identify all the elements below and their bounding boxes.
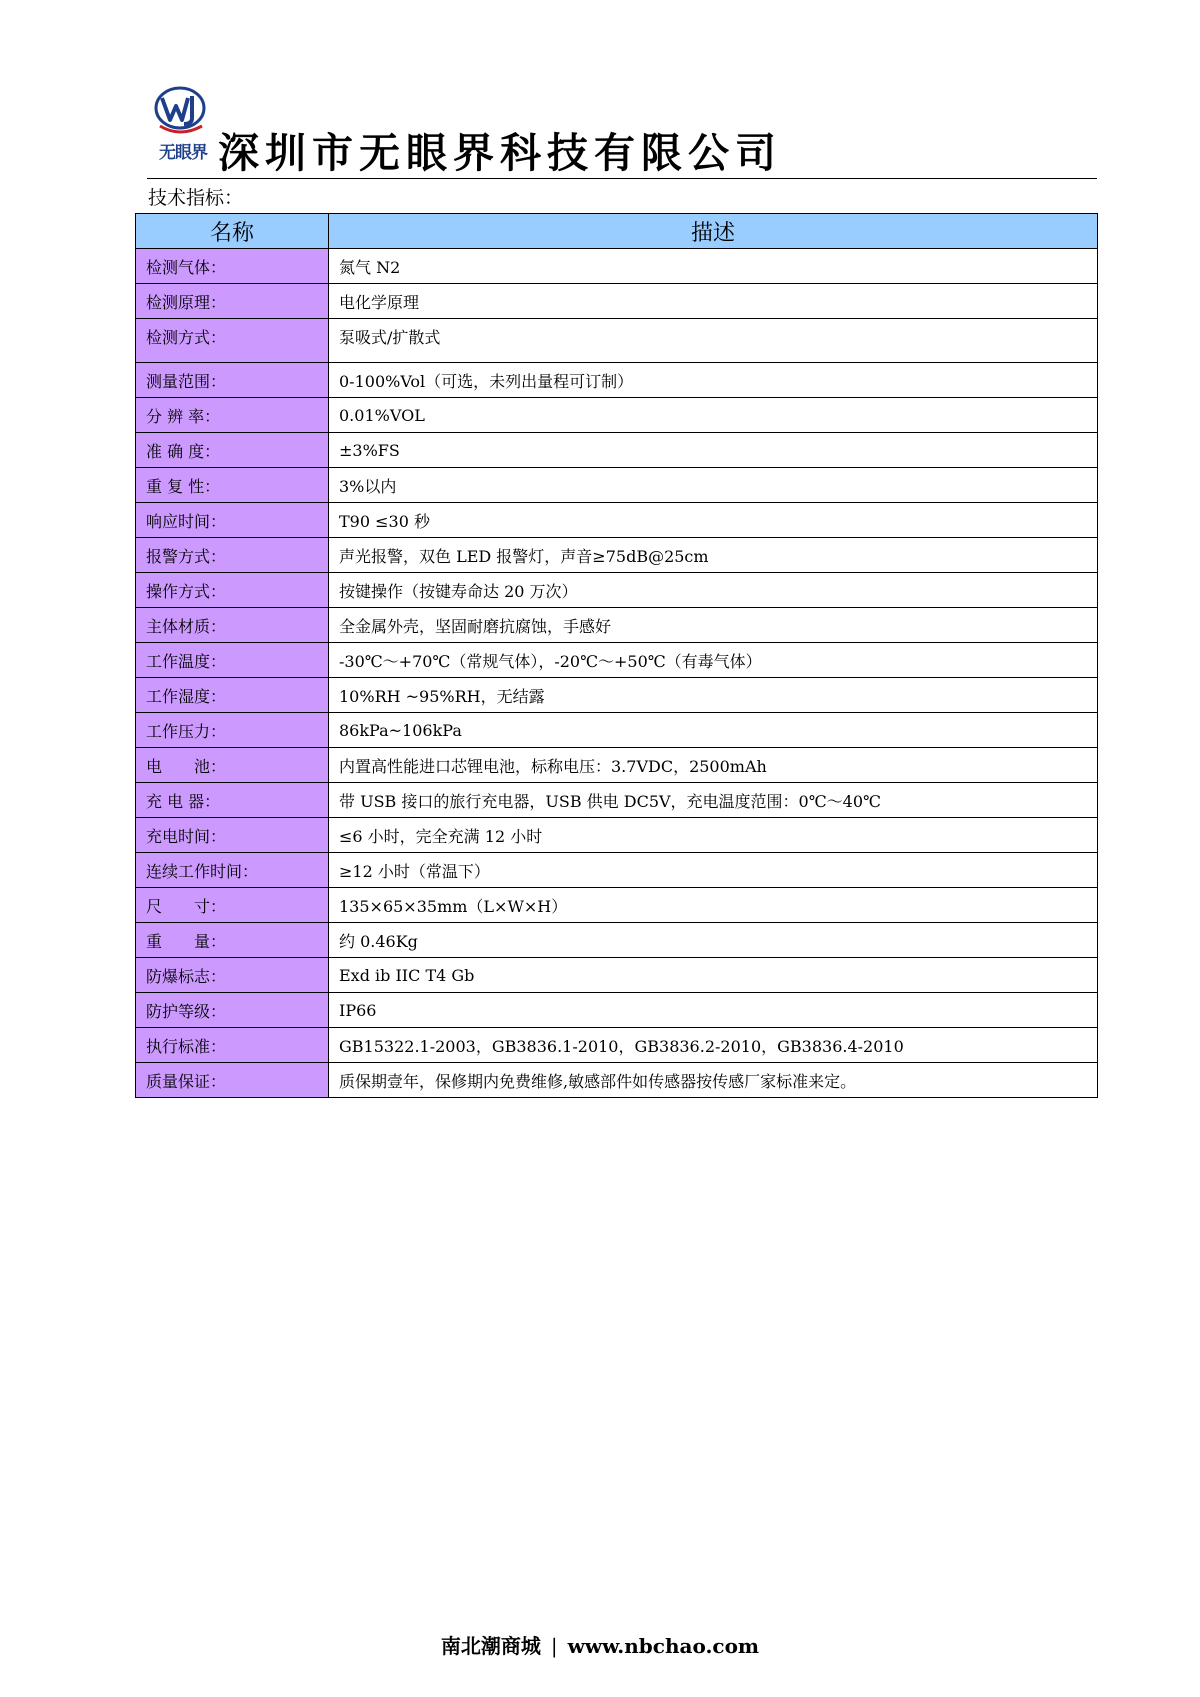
spec-name-cell: 工作压力：	[136, 713, 329, 748]
spec-value-cell: 内置高性能进口芯锂电池，标称电压：3.7VDC，2500mAh	[329, 748, 1098, 783]
footer-separator: |	[550, 1634, 558, 1658]
spec-value-cell: ≤6 小时，完全充满 12 小时	[329, 818, 1098, 853]
spec-value-cell: ±3%FS	[329, 433, 1098, 468]
spec-name-cell: 主体材质：	[136, 608, 329, 643]
spec-value-cell: 质保期壹年，保修期内免费维修,敏感部件如传感器按传感厂家标准来定。	[329, 1063, 1098, 1098]
table-row	[136, 678, 1098, 713]
table-row	[136, 503, 1098, 538]
logo-emblem-icon	[150, 84, 210, 140]
spec-name-cell: 检测气体：	[136, 249, 329, 284]
table-row	[136, 853, 1098, 888]
spec-value-cell: 10%RH ~95%RH，无结露	[329, 678, 1098, 713]
spec-name-cell: 检测原理：	[136, 284, 329, 319]
spec-value-cell: 声光报警，双色 LED 报警灯，声音≥75dB@25cm	[329, 538, 1098, 573]
section-title: 技术指标：	[148, 187, 244, 209]
table-header-row	[136, 214, 1098, 249]
spec-name-cell: 分 辨 率：	[136, 398, 329, 433]
table-row	[136, 538, 1098, 573]
spec-table	[135, 213, 1098, 1098]
spec-name-cell: 准 确 度：	[136, 433, 329, 468]
spec-name-cell: 响应时间：	[136, 503, 329, 538]
spec-value-cell: 0.01%VOL	[329, 398, 1098, 433]
spec-value-cell: 约 0.46Kg	[329, 923, 1098, 958]
column-header-name: 名称	[136, 214, 329, 249]
table-row	[136, 958, 1098, 993]
spec-name-cell: 重 复 性：	[136, 468, 329, 503]
table-row	[136, 573, 1098, 608]
spec-name-cell: 检测方式：	[136, 319, 329, 363]
table-row	[136, 923, 1098, 958]
spec-name-cell: 质量保证：	[136, 1063, 329, 1098]
footer-url: www.nbchao.com	[567, 1634, 760, 1658]
spec-name-cell: 报警方式：	[136, 538, 329, 573]
table-row	[136, 608, 1098, 643]
spec-name-cell: 充电时间：	[136, 818, 329, 853]
spec-value-cell: 泵吸式/扩散式	[329, 319, 1098, 363]
page-footer	[0, 1630, 1200, 1659]
table-row	[136, 888, 1098, 923]
logo-text: 无眼界	[159, 143, 207, 163]
table-row	[136, 993, 1098, 1028]
column-header-description: 描述	[329, 214, 1098, 249]
spec-name-cell: 防爆标志：	[136, 958, 329, 993]
table-row	[136, 284, 1098, 319]
table-row	[136, 713, 1098, 748]
spec-value-cell: T90 ≤30 秒	[329, 503, 1098, 538]
spec-name-cell: 重 量：	[136, 923, 329, 958]
spec-name-cell: 工作温度：	[136, 643, 329, 678]
spec-value-cell: 按键操作（按键寿命达 20 万次）	[329, 573, 1098, 608]
table-row	[136, 249, 1098, 284]
company-name: 深圳市无眼界科技有限公司	[218, 129, 782, 177]
company-logo	[150, 84, 210, 164]
table-row	[136, 468, 1098, 503]
spec-name-cell: 充 电 器：	[136, 783, 329, 818]
spec-name-cell: 防护等级：	[136, 993, 329, 1028]
spec-value-cell: 86kPa~106kPa	[329, 713, 1098, 748]
spec-name-cell: 测量范围：	[136, 363, 329, 398]
spec-value-cell: 氮气 N2	[329, 249, 1098, 284]
spec-value-cell: 电化学原理	[329, 284, 1098, 319]
spec-value-cell: GB15322.1-2003，GB3836.1-2010，GB3836.2-2010，GB3836.4-2010	[329, 1028, 1098, 1063]
spec-name-cell: 连续工作时间：	[136, 853, 329, 888]
table-row	[136, 433, 1098, 468]
table-row	[136, 319, 1098, 363]
spec-table-body	[136, 249, 1098, 1098]
footer-brand: 南北潮商城	[440, 1634, 541, 1658]
spec-value-cell: 0-100%Vol（可选，未列出量程可订制）	[329, 363, 1098, 398]
table-row	[136, 1063, 1098, 1098]
spec-value-cell: 带 USB 接口的旅行充电器，USB 供电 DC5V，充电温度范围：0℃～40℃	[329, 783, 1098, 818]
spec-value-cell: ≥12 小时（常温下）	[329, 853, 1098, 888]
table-row	[136, 1028, 1098, 1063]
spec-value-cell: 全金属外壳，坚固耐磨抗腐蚀，手感好	[329, 608, 1098, 643]
page-header	[150, 84, 1090, 180]
spec-value-cell: 3%以内	[329, 468, 1098, 503]
header-divider	[147, 178, 1097, 179]
table-row	[136, 643, 1098, 678]
spec-name-cell: 工作湿度：	[136, 678, 329, 713]
spec-name-cell: 电 池：	[136, 748, 329, 783]
spec-value-cell: 135×65×35mm（L×W×H）	[329, 888, 1098, 923]
spec-value-cell: IP66	[329, 993, 1098, 1028]
table-row	[136, 818, 1098, 853]
spec-name-cell: 操作方式：	[136, 573, 329, 608]
spec-name-cell: 执行标准：	[136, 1028, 329, 1063]
table-row	[136, 783, 1098, 818]
spec-value-cell: Exd ib IIC T4 Gb	[329, 958, 1098, 993]
spec-value-cell: -30℃～+70℃（常规气体），-20℃～+50℃（有毒气体）	[329, 643, 1098, 678]
spec-name-cell: 尺 寸：	[136, 888, 329, 923]
table-row	[136, 363, 1098, 398]
table-row	[136, 748, 1098, 783]
table-row	[136, 398, 1098, 433]
